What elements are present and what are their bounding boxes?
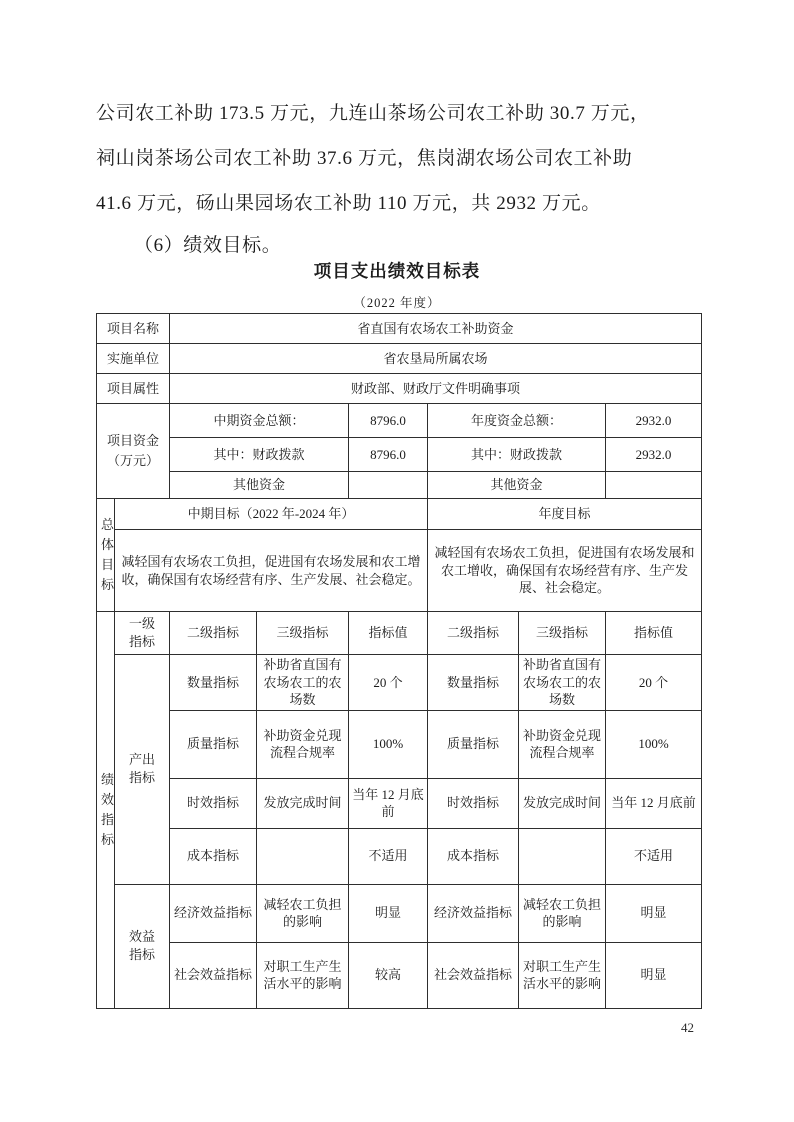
funding-row-other bbox=[97, 472, 702, 499]
year-total-value: 2932.0 bbox=[606, 404, 702, 438]
level2-cell: 经济效益指标 bbox=[428, 884, 519, 942]
performance-label-text: 绩效指标 bbox=[100, 771, 114, 847]
level2-cell: 质量指标 bbox=[428, 710, 519, 778]
mid-total-value: 8796.0 bbox=[349, 404, 428, 438]
level3-cell bbox=[257, 828, 349, 884]
level3-cell: 对职工生产生活水平的影响 bbox=[519, 942, 606, 1008]
value-cell: 20 个 bbox=[606, 655, 702, 711]
level3-cell: 发放完成时间 bbox=[519, 778, 606, 828]
benefit-indicator-group-label bbox=[115, 884, 170, 1008]
value-cell: 不适用 bbox=[349, 828, 428, 884]
paragraph-line: 41.6 万元，砀山果园场农工补助 110 万元，共 2932 万元。 bbox=[96, 193, 601, 214]
value-cell: 20 个 bbox=[349, 655, 428, 711]
level3-cell: 对职工生产生活水平的影响 bbox=[257, 942, 349, 1008]
goal-content-row bbox=[97, 530, 702, 612]
level1-header bbox=[115, 612, 170, 655]
mid-fiscal-value: 8796.0 bbox=[349, 438, 428, 472]
indicator-row-social-benefit bbox=[97, 942, 702, 1008]
info-row-implementing-unit bbox=[97, 344, 702, 374]
level2-cell: 时效指标 bbox=[170, 778, 257, 828]
page-number: 42 bbox=[681, 1020, 694, 1035]
level3-header-left: 三级指标 bbox=[257, 612, 349, 655]
level2-cell: 经济效益指标 bbox=[170, 884, 257, 942]
value-cell: 100% bbox=[349, 710, 428, 778]
level2-header-right: 二级指标 bbox=[428, 612, 519, 655]
level3-header-right: 三级指标 bbox=[519, 612, 606, 655]
funding-row-fiscal bbox=[97, 438, 702, 472]
paragraph-line: 公司农工补助 173.5 万元，九连山茶场公司农工补助 30.7 万元， bbox=[96, 103, 650, 124]
level3-cell: 补助资金兑现流程合规率 bbox=[519, 710, 606, 778]
mid-goal-text: 减轻国有农场农工负担，促进国有农场发展和农工增收，确保国有农场经营有序、生产发展、社会稳定。 bbox=[115, 530, 428, 612]
mid-fiscal-label: 其中：财政拨款 bbox=[170, 438, 349, 472]
overall-goal-label-text: 总体目标 bbox=[100, 516, 114, 593]
mid-other-label: 其他资金 bbox=[170, 472, 349, 499]
table-subtitle: （2022 年度） bbox=[353, 296, 441, 310]
indicator-row-timeliness bbox=[97, 778, 702, 828]
level2-cell: 时效指标 bbox=[428, 778, 519, 828]
mid-total-label: 中期资金总额： bbox=[170, 404, 349, 438]
funding-label bbox=[97, 404, 170, 499]
indicator-row-quality bbox=[97, 710, 702, 778]
level2-cell: 社会效益指标 bbox=[428, 942, 519, 1008]
mid-goal-header: 中期目标（2022 年-2024 年） bbox=[115, 499, 428, 530]
output-indicator-group-label bbox=[115, 655, 170, 885]
goal-header-row bbox=[97, 499, 702, 530]
level3-cell: 发放完成时间 bbox=[257, 778, 349, 828]
level3-cell: 减轻农工负担的影响 bbox=[257, 884, 349, 942]
indicator-header-row bbox=[97, 612, 702, 655]
value-cell: 明显 bbox=[606, 942, 702, 1008]
output-indicator-group-text: 产出指标 bbox=[129, 752, 156, 786]
level3-cell bbox=[519, 828, 606, 884]
level2-cell: 社会效益指标 bbox=[170, 942, 257, 1008]
level2-cell: 数量指标 bbox=[428, 655, 519, 711]
value-cell: 当年 12 月底前 bbox=[349, 778, 428, 828]
year-other-value bbox=[606, 472, 702, 499]
level3-cell: 补助资金兑现流程合规率 bbox=[257, 710, 349, 778]
year-goal-header: 年度目标 bbox=[428, 499, 702, 530]
performance-label bbox=[97, 612, 115, 1009]
project-name-label: 项目名称 bbox=[97, 314, 170, 344]
year-goal-text: 减轻国有农场农工负担，促进国有农场发展和农工增收，确保国有农场经营有序、生产发展、社会稳定。 bbox=[428, 530, 702, 612]
implementing-unit-value: 省农垦局所属农场 bbox=[170, 344, 702, 374]
value-cell: 较高 bbox=[349, 942, 428, 1008]
value-cell: 100% bbox=[606, 710, 702, 778]
level2-cell: 质量指标 bbox=[170, 710, 257, 778]
body-paragraph bbox=[96, 91, 704, 266]
table-title: 项目支出绩效目标表 bbox=[313, 261, 481, 281]
indicator-row-cost bbox=[97, 828, 702, 884]
project-attribute-value: 财政部、财政厅文件明确事项 bbox=[170, 374, 702, 404]
section-heading: （6）绩效目标。 bbox=[134, 235, 282, 256]
mid-other-value bbox=[349, 472, 428, 499]
value-cell: 明显 bbox=[606, 884, 702, 942]
year-fiscal-value: 2932.0 bbox=[606, 438, 702, 472]
level2-cell: 成本指标 bbox=[428, 828, 519, 884]
project-attribute-label: 项目属性 bbox=[97, 374, 170, 404]
performance-target-table bbox=[96, 313, 702, 1009]
funding-label-text: 项目资金（万元） bbox=[106, 432, 159, 468]
value-cell: 当年 12 月底前 bbox=[606, 778, 702, 828]
level3-cell: 补助省直国有农场农工的农场数 bbox=[519, 655, 606, 711]
level1-header-text: 一级指标 bbox=[129, 615, 156, 649]
project-name-value: 省直国有农场农工补助资金 bbox=[170, 314, 702, 344]
info-row-project-attribute bbox=[97, 374, 702, 404]
level2-cell: 数量指标 bbox=[170, 655, 257, 711]
benefit-indicator-group-text: 效益指标 bbox=[129, 928, 156, 963]
value-header-right: 指标值 bbox=[606, 612, 702, 655]
implementing-unit-label: 实施单位 bbox=[97, 344, 170, 374]
level2-cell: 成本指标 bbox=[170, 828, 257, 884]
value-cell: 不适用 bbox=[606, 828, 702, 884]
year-fiscal-label: 其中：财政拨款 bbox=[428, 438, 606, 472]
level3-cell: 减轻农工负担的影响 bbox=[519, 884, 606, 942]
indicator-row-quantity bbox=[97, 655, 702, 711]
level2-header-left: 二级指标 bbox=[170, 612, 257, 655]
funding-row-total bbox=[97, 404, 702, 438]
year-total-label: 年度资金总额： bbox=[428, 404, 606, 438]
year-other-label: 其他资金 bbox=[428, 472, 606, 499]
value-cell: 明显 bbox=[349, 884, 428, 942]
value-header-left: 指标值 bbox=[349, 612, 428, 655]
info-row-project-name bbox=[97, 314, 702, 344]
overall-goal-label bbox=[97, 499, 115, 612]
indicator-row-economic-benefit bbox=[97, 884, 702, 942]
paragraph-line: 祠山岗茶场公司农工补助 37.6 万元，焦岗湖农场公司农工补助 bbox=[96, 148, 633, 169]
level3-cell: 补助省直国有农场农工的农场数 bbox=[257, 655, 349, 711]
